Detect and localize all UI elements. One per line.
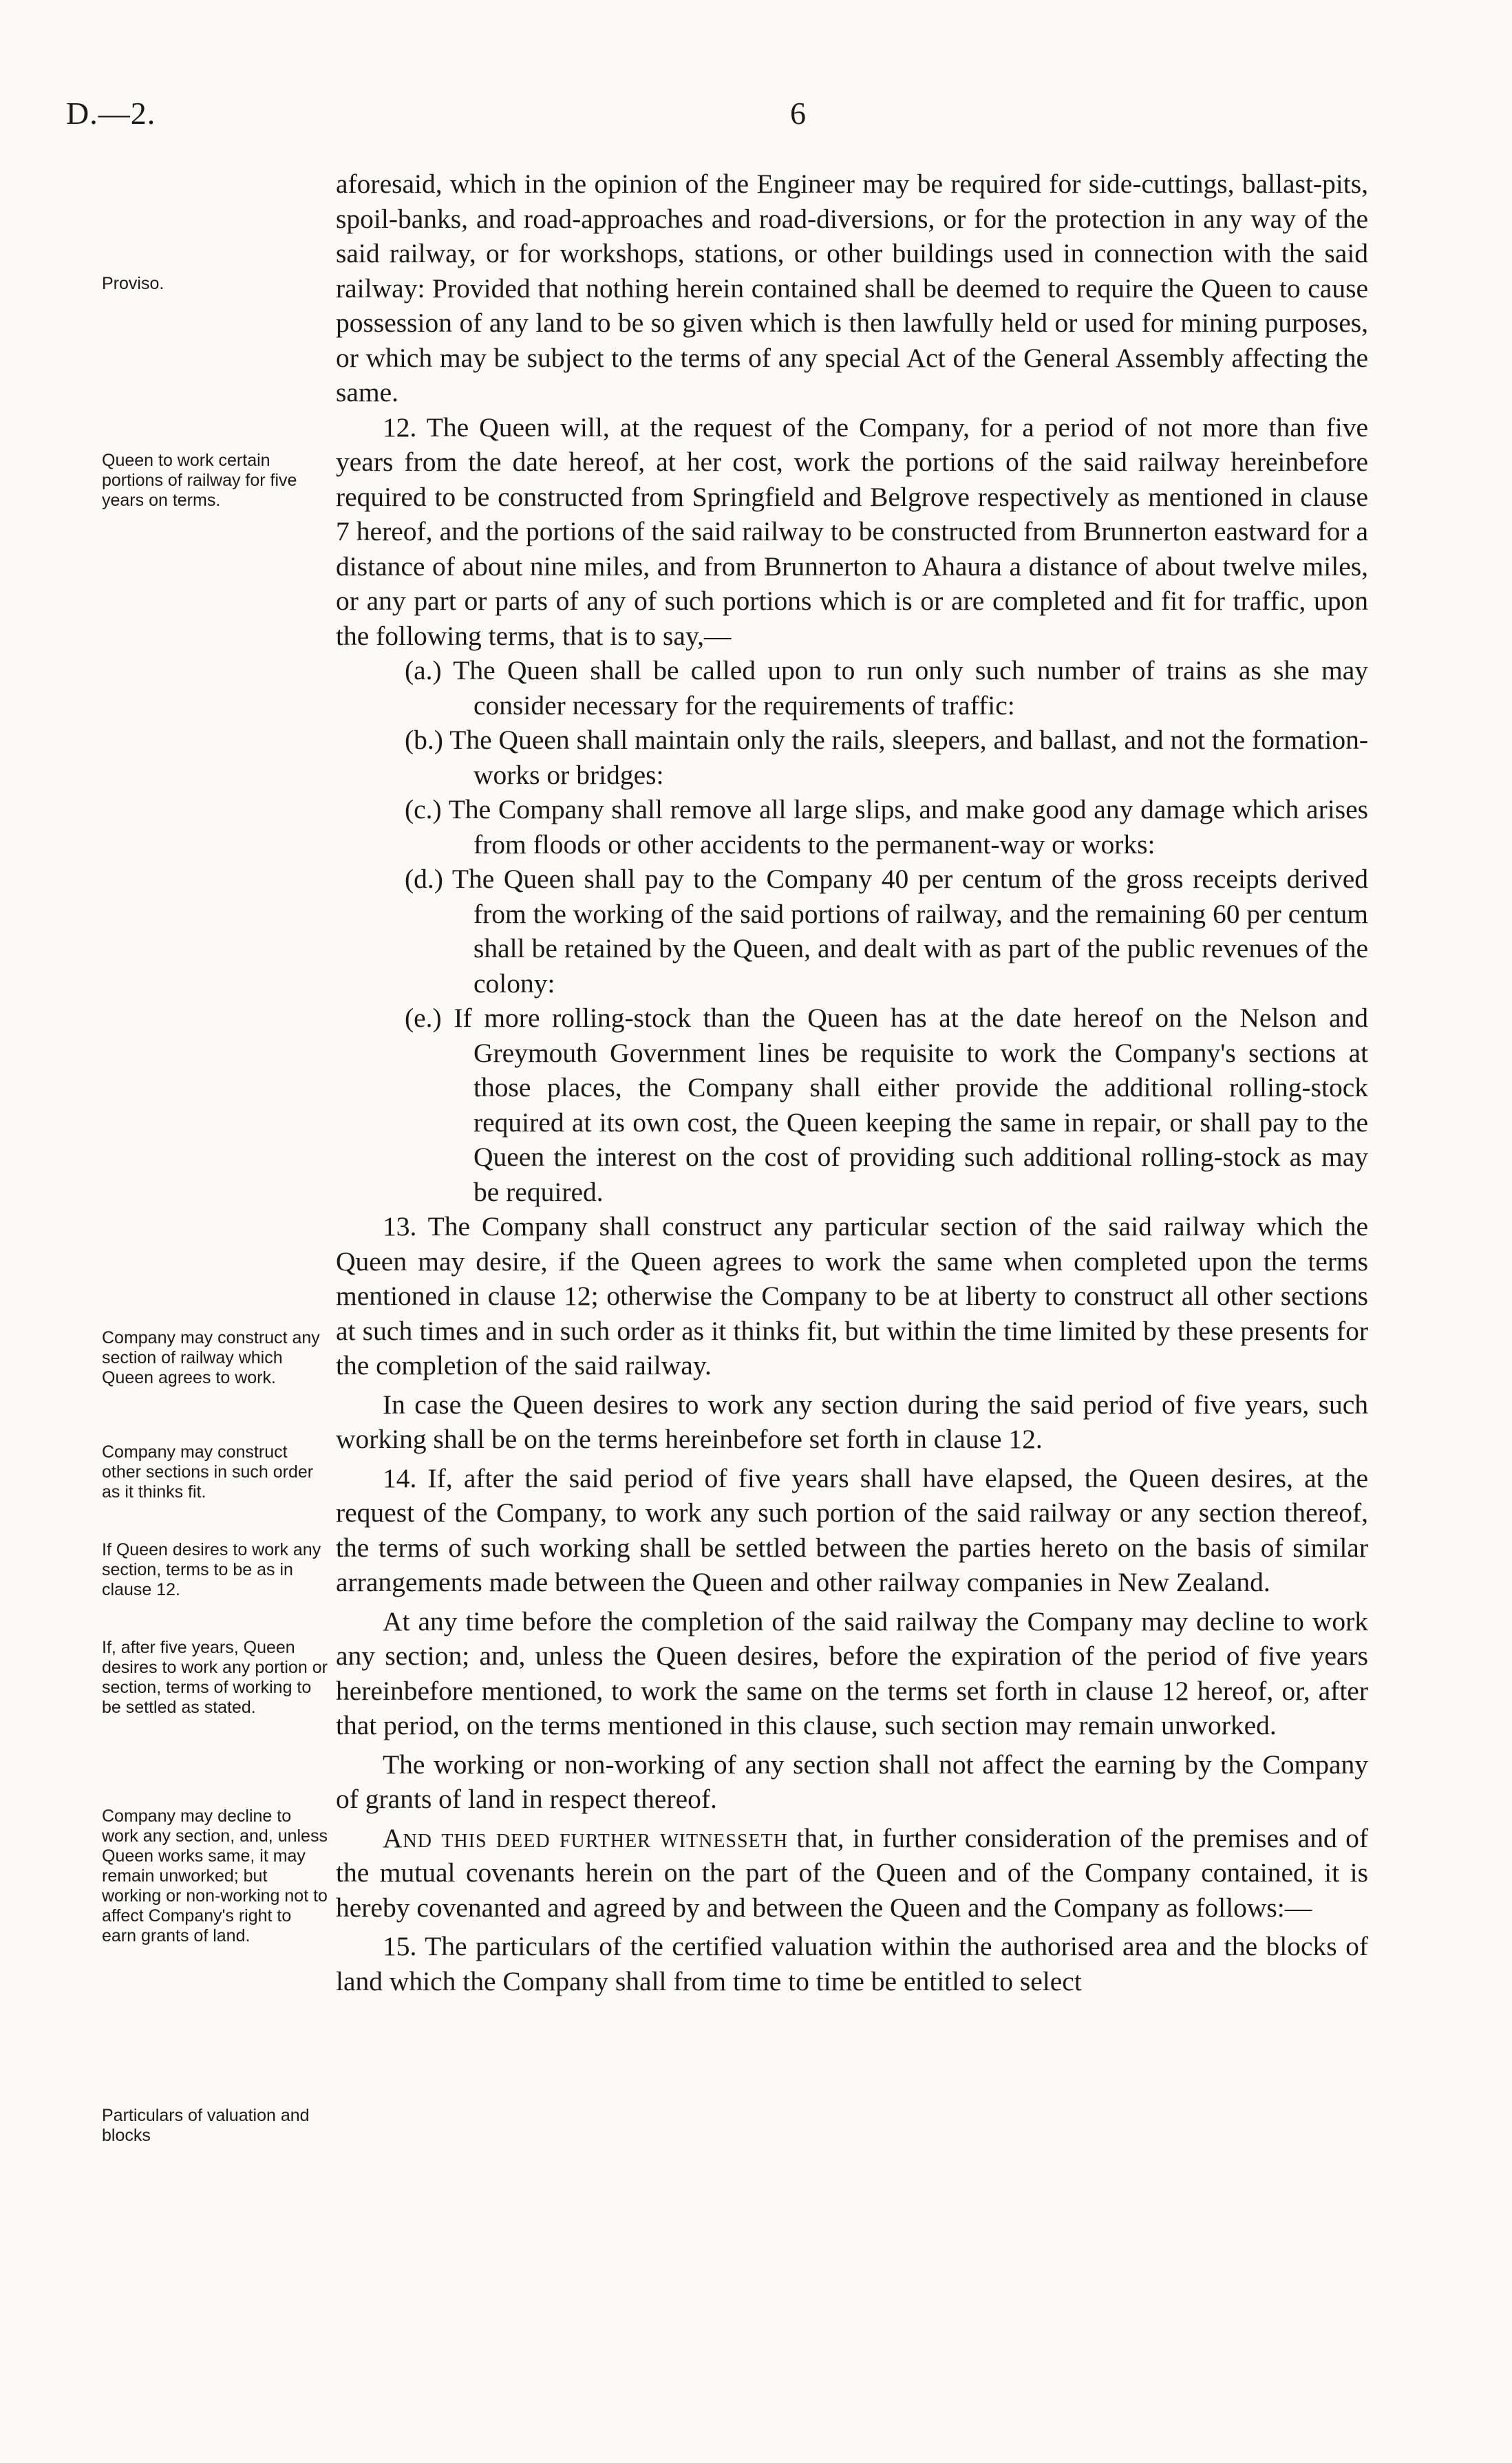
- clause-15: 15. The particulars of the certified valuation within the authorised area and the blocks of land which the Company shall from time to time be entitled to select: [336, 1931, 1368, 1996]
- margin-note-queen-to-work: Queen to work certain portions of railway for five years on terms.: [102, 451, 297, 510]
- item-label: (e.): [405, 1003, 442, 1033]
- margin-note-if-queen-desires: If Queen desires to work any section, terms to be as in clause 12.: [102, 1540, 321, 1599]
- item-text: The Company shall remove all large slips, and make good any damage which arises from floods or other accidents to the permanent-way or works:: [448, 794, 1368, 860]
- paragraph-continuation: aforesaid, which in the opinion of the Engineer may be required for side-cuttings, ballast-pits, spoil-banks, and road-approaches and road-diversions, or for the protection in any way of the said railway, or for workshops, stations, or other buildings used in connection with the said railway: Provided that nothing herein contained shall be deemed to require the Queen to cause possession of any land to be so given which is then lawfully held or used for mining purposes, or which may be subject to the terms of any special Act of the General Assembly affecting the same.: [336, 169, 1368, 407]
- margin-note-proviso: Proviso.: [102, 274, 164, 293]
- page-number: 6: [790, 96, 806, 131]
- margin-note-company-may-construct: Company may construct any section of railway which Queen agrees to work.: [102, 1328, 320, 1387]
- clause-14-second-paragraph: At any time before the completion of the said railway the Company may decline to work any section; and, unless the Queen desires, before the expiration of the period of five years hereinbefore mentioned, to work the same on the terms set forth in clause 12 hereof, or, after that period, on the terms mentioned in this clause, such section may remain unworked.: [336, 1606, 1368, 1740]
- margin-note-company-may-construct-other: Company may construct other sections in such order as it thinks fit.: [102, 1442, 314, 1502]
- document-body: [336, 167, 1368, 1998]
- clause-14: 14. If, after the said period of five years shall have elapsed, the Queen desires, at the request of the Company, to work any such portion of the said railway or any section thereof, the terms of such working shall be settled between the parties hereto on the basis of similar arrangements made between the Queen and other railway companies in New Zealand.: [336, 1462, 1368, 1597]
- item-label: (c.): [405, 794, 442, 824]
- item-text: The Queen shall maintain only the rails, sleepers, and ballast, and not the formation-works or bridges:: [449, 725, 1368, 790]
- witnesseth-paragraph: [336, 1821, 1368, 1926]
- clause-13: 13. The Company shall construct any particular section of the said railway which the Queen may desire, if the Queen agrees to work the same when completed upon the terms mentioned in clause 12; otherwise the Company to be at liberty to construct all other sections at such times and in such order as it thinks fit, but within the time limited by these presents for the completion of the said railway.: [336, 1211, 1368, 1380]
- clause-13-second-paragraph: In case the Queen desires to work any section during the said period of five years, such working shall be on the terms hereinbefore set forth in clause 12.: [336, 1389, 1368, 1454]
- document-reference: D.—2.: [66, 96, 156, 131]
- margin-note-particulars: Particulars of valuation and blocks: [102, 2106, 310, 2145]
- witnesseth-text: that, in further consideration of the premises and of the mutual covenants herein on the part of the Queen and of the Company contained, it is hereby covenanted and agreed by and between the Queen and the Company as follows:—: [336, 1822, 1368, 1923]
- clause-12-item-a: [336, 653, 1368, 723]
- item-label: (d.): [405, 864, 443, 894]
- witnesseth-lead: And this deed further witnesseth: [383, 1822, 788, 1853]
- item-text: The Queen shall be called upon to run only such number of trains as she may consider necessary for the requirements of traffic:: [453, 655, 1368, 721]
- item-text: If more rolling-stock than the Queen has at the date hereof on the Nelson and Greymouth Government lines be requisite to work the Company's sections at those places, the Company shall either provide the additional rolling-stock required at its own cost, the Queen keeping the same in repair, or shall pay to the Queen the interest on the cost of providing such additional rolling-stock as may be required.: [454, 1003, 1368, 1207]
- clause-12-item-c: [336, 792, 1368, 862]
- margin-note-if-after-five-years: If, after five years, Queen desires to work any portion or section, terms of working to be settled as stated.: [102, 1638, 328, 1717]
- item-label: (a.): [405, 655, 442, 685]
- clause-12-item-d: [336, 862, 1368, 1001]
- margin-note-company-may-decline: Company may decline to work any section, and, unless Queen works same, it may remain unworked; but working or non-working not to affect Company's right to earn grants of land.: [102, 1806, 328, 1945]
- item-label: (b.): [405, 725, 443, 755]
- clause-14-third-paragraph: The working or non-working of any section shall not affect the earning by the Company of grants of land in respect thereof.: [336, 1749, 1368, 1814]
- clause-12: 12. The Queen will, at the request of the Company, for a period of not more than five years from the date hereof, at her cost, work the portions of the said railway hereinbefore required to be constructed from Springfield and Belgrove respectively as mentioned in clause 7 hereof, and the portions of the said railway to be constructed from Brunnerton eastward for a distance of about nine miles, and from Brunnerton to Ahaura a distance of about twelve miles, or any part or parts of any of such portions which is or are completed and fit for traffic, upon the following terms, that is to say,—: [336, 412, 1368, 651]
- item-text: The Queen shall pay to the Company 40 per centum of the gross receipts derived from the working of the said portions of railway, and the remaining 60 per centum shall be retained by the Queen, and dealt with as part of the public revenues of the colony:: [451, 864, 1368, 999]
- clause-12-item-b: [336, 723, 1368, 792]
- clause-12-item-e: [336, 1001, 1368, 1209]
